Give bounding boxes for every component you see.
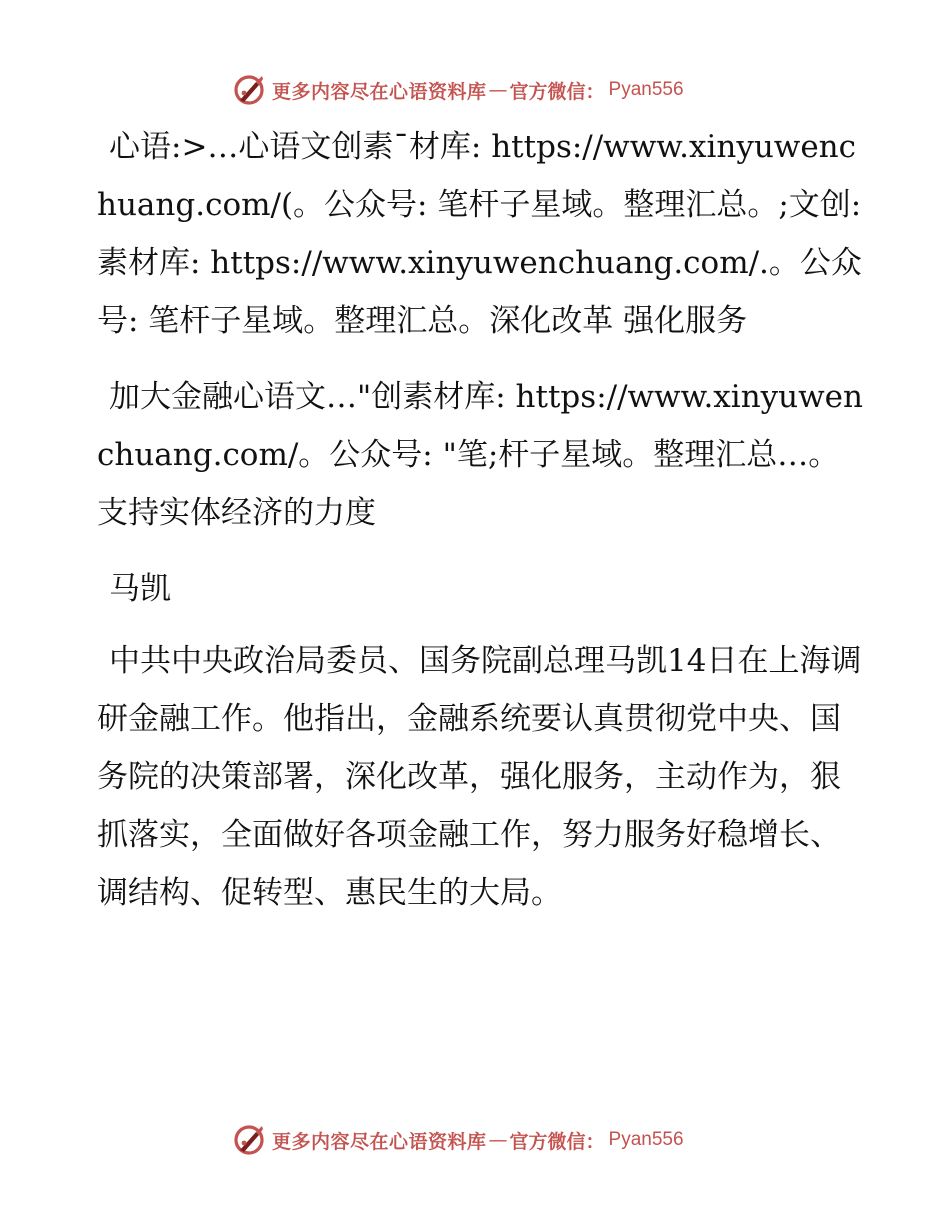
document-body [97, 118, 867, 940]
quill-circle-logo-icon [232, 73, 266, 107]
paragraph-author: 马凯 [109, 571, 171, 607]
banner-wechat-label: 官方微信： [509, 1130, 605, 1153]
banner-separator: — [488, 79, 508, 101]
banner-promo-text: 更多内容尽在心语资料库 [272, 80, 487, 103]
banner-promo-text: 更多内容尽在心语资料库 [272, 1130, 487, 1153]
banner-wechat-id: Pyan556 [608, 79, 684, 100]
header-banner [232, 70, 684, 110]
banner-wechat-id: Pyan556 [608, 1129, 684, 1150]
paragraph-body: 中共中央政治局委员、国务院副总理马凯14日在上海调研金融工作。他指出，金融系统要认真贯彻党中央、国务院的决策部署，深化改革，强化服务，主动作为，狠抓落实，全面做好各项金融工作，努力服务好稳增长、调结构、促转型、惠民生的大局。 [97, 643, 862, 911]
paragraph-source-note-1: 心语:>…心语文创素¯材库: https://www.xinyuwenchuang.com/(。公众号: 笔杆子星域。整理汇总。;文创:素材库: https://www.xinyuwenchuang.com/.。公众号: 笔杆子星域。整理汇总。深化改革 强化服务 [97, 129, 862, 339]
footer-banner [232, 1120, 684, 1160]
banner-separator: — [488, 1129, 508, 1151]
paragraph-source-note-2: 加大金融心语文…"创素材库: https://www.xinyuwenchuang.com/。公众号: "笔;杆子星域。整理汇总…。支持实体经济的力度 [97, 379, 863, 531]
quill-circle-logo-icon [232, 1123, 266, 1157]
banner-wechat-label: 官方微信： [509, 80, 605, 103]
